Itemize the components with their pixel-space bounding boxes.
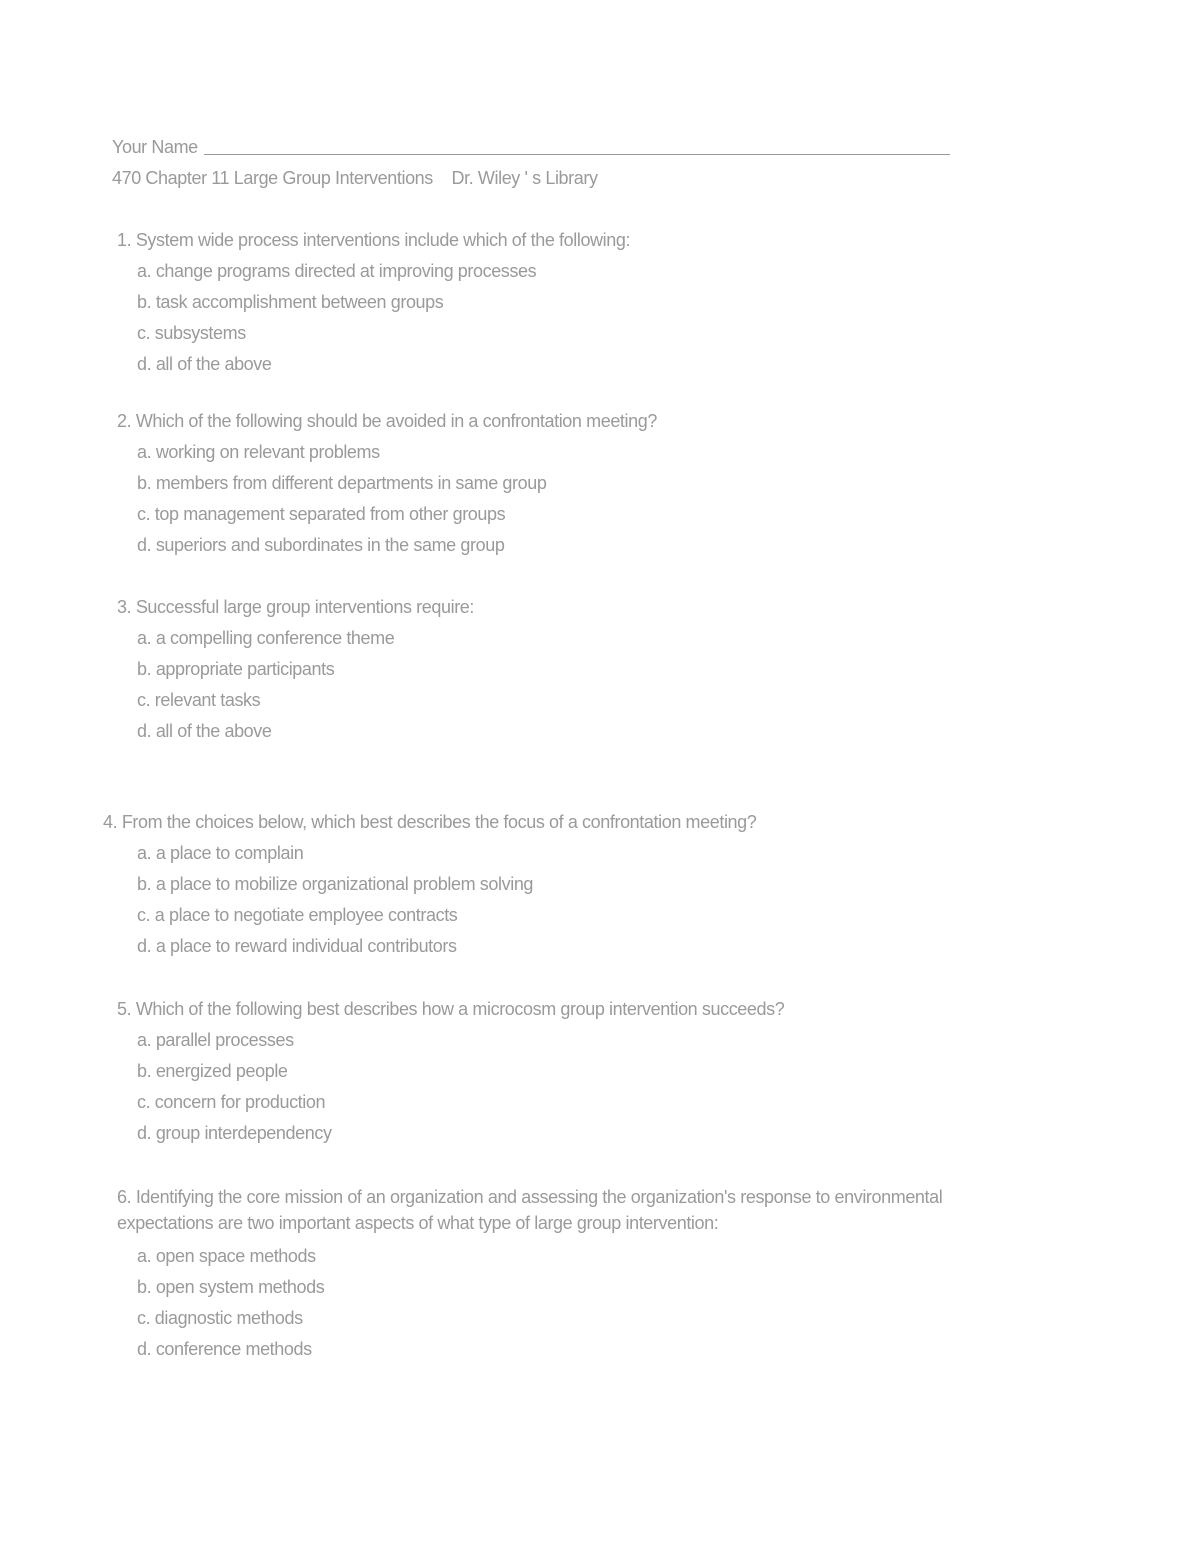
name-blank-line[interactable] bbox=[204, 154, 950, 155]
answer-option: c. subsystems bbox=[137, 323, 246, 343]
answer-option: d. superiors and subordinates in the same group bbox=[137, 535, 505, 555]
answer-option: c. diagnostic methods bbox=[137, 1308, 303, 1328]
answer-option: b. members from different departments in same group bbox=[137, 473, 547, 493]
answer-option: d. all of the above bbox=[137, 354, 272, 374]
question-4 bbox=[103, 811, 756, 957]
question-stem: 4. From the choices below, which best describes the focus of a confrontation meeting? bbox=[103, 812, 757, 832]
question-1 bbox=[117, 229, 630, 375]
name-field-row bbox=[112, 136, 950, 158]
question-stem: 6. Identifying the core mission of an organization and assessing the organization's response to environmental expectations are two important aspects of what type of large group intervention: bbox=[117, 1187, 943, 1233]
chapter-title: 470 Chapter 11 Large Group Interventions bbox=[112, 168, 433, 188]
answer-option: c. relevant tasks bbox=[137, 690, 261, 710]
question-stem: 3. Successful large group interventions require: bbox=[117, 597, 475, 617]
answer-option: b. a place to mobilize organizational problem solving bbox=[137, 874, 534, 894]
document-header bbox=[112, 167, 598, 189]
question-2 bbox=[117, 410, 657, 556]
answer-option: d. all of the above bbox=[137, 721, 272, 741]
answer-option: b. task accomplishment between groups bbox=[137, 292, 444, 312]
library-name: Dr. Wiley ' s Library bbox=[451, 168, 598, 188]
answer-option: a. working on relevant problems bbox=[137, 442, 380, 462]
answer-option: b. appropriate participants bbox=[137, 659, 335, 679]
answer-option: d. group interdependency bbox=[137, 1123, 332, 1143]
name-label: Your Name bbox=[112, 137, 198, 157]
question-stem: 5. Which of the following best describes how a microcosm group intervention succeeds? bbox=[117, 999, 785, 1019]
question-5 bbox=[117, 998, 784, 1144]
question-6 bbox=[117, 1184, 1037, 1360]
question-stem: 2. Which of the following should be avoided in a confrontation meeting? bbox=[117, 411, 657, 431]
answer-option: d. a place to reward individual contributors bbox=[137, 936, 457, 956]
answer-option: d. conference methods bbox=[137, 1339, 312, 1359]
answer-option: a. a compelling conference theme bbox=[137, 628, 395, 648]
answer-option: b. open system methods bbox=[137, 1277, 325, 1297]
answer-option: a. open space methods bbox=[137, 1246, 316, 1266]
answer-option: c. top management separated from other groups bbox=[137, 504, 506, 524]
answer-option: c. concern for production bbox=[137, 1092, 326, 1112]
answer-option: a. change programs directed at improving processes bbox=[137, 261, 537, 281]
answer-option: b. energized people bbox=[137, 1061, 288, 1081]
answer-option: a. a place to complain bbox=[137, 843, 304, 863]
question-stem: 1. System wide process interventions include which of the following: bbox=[117, 230, 631, 250]
question-3 bbox=[117, 596, 474, 742]
answer-option: a. parallel processes bbox=[137, 1030, 294, 1050]
answer-option: c. a place to negotiate employee contracts bbox=[137, 905, 458, 925]
